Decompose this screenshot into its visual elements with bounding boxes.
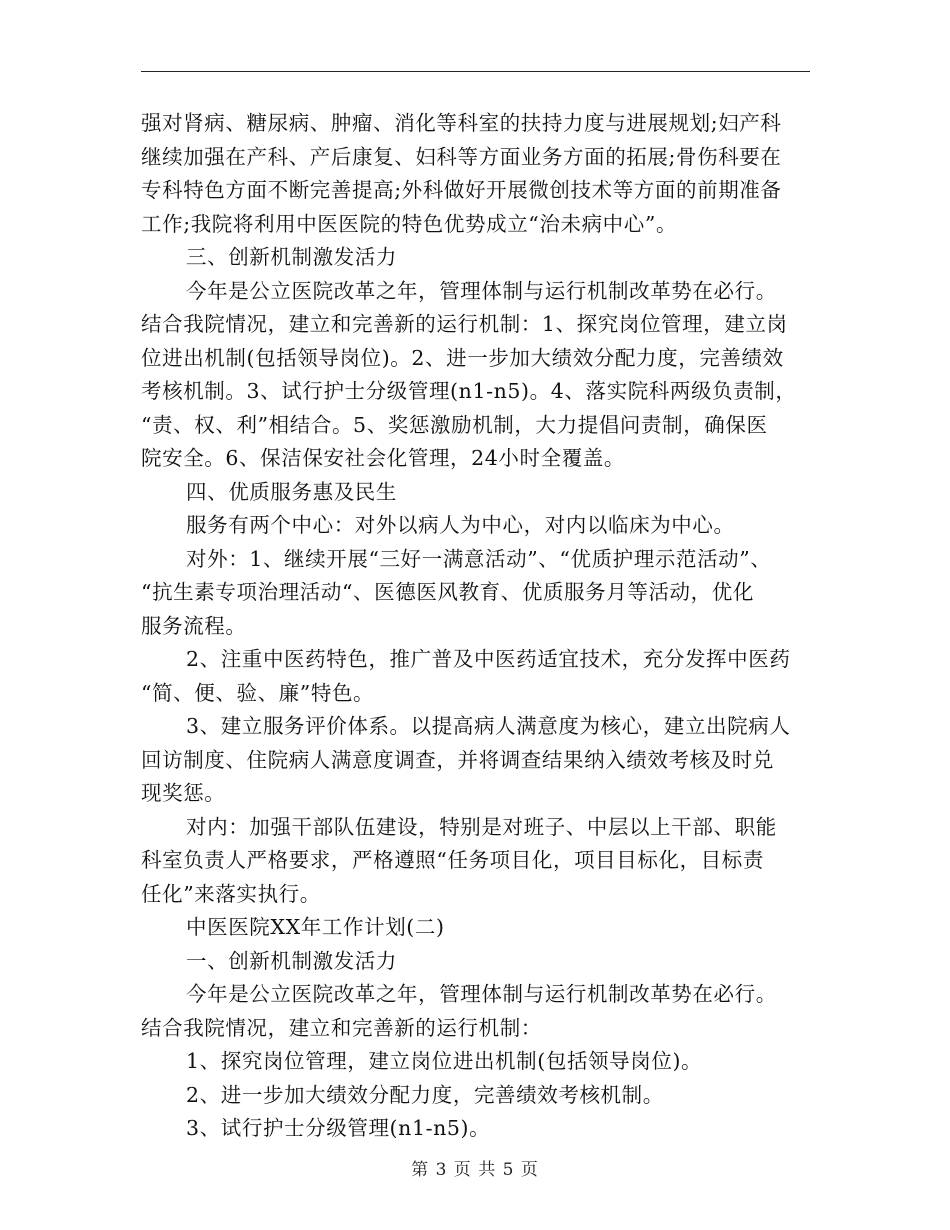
text-line: 结合我院情况，建立和完善新的运行机制：1、探究岗位管理，建立岗 [141, 312, 788, 336]
text-line: 回访制度、住院病人满意度调查，并将调查结果纳入绩效考核及时兑 [141, 747, 774, 772]
text-line: 今年是公立医院改革之年，管理体制与运行机制改革势在必行。 [186, 982, 777, 1006]
text-line: 现奖惩。 [141, 781, 226, 805]
text-line: 2、进一步加大绩效分配力度，完善绩效考核机制。 [186, 1082, 664, 1107]
text-line: 服务有两个中心：对外以病人为中心，对内以临床为中心。 [186, 513, 735, 537]
text-line: 3、建立服务评价体系。以提高病人满意度为核心，建立出院病人 [186, 714, 791, 738]
text-line: 工作;我院将利用中医医院的特色优势成立“治未病中心”。 [141, 211, 678, 236]
text-line: 科室负责人严格要求，严格遵照“任务项目化，项目目标化，目标责 [141, 848, 764, 872]
text-line: 今年是公立医院改革之年，管理体制与运行机制改革势在必行。 [186, 278, 777, 303]
text-line: 三、创新机制激发活力 [186, 245, 397, 269]
text-line: “简、便、验、廉”特色。 [141, 680, 375, 705]
text-line: “责、权、利”相结合。5、奖惩激励机制，大力提倡问责制，确保医 [141, 412, 768, 437]
text-line: 对内：加强干部队伍建设，特别是对班子、中层以上干部、职能 [186, 814, 777, 839]
text-line: 对外：1、继续开展“三好一满意活动”、“优质护理示范活动”、 [186, 546, 772, 571]
text-line: 专科特色方面不断完善提高;外科做好开展微创技术等方面的前期准备 [141, 178, 782, 202]
text-line: 2、注重中医药特色，推广普及中医药适宜技术，充分发挥中医药 [186, 647, 791, 671]
text-line: 考核机制。3、试行护士分级管理(n1-n5)。4、落实院科两级负责制， [141, 379, 797, 403]
text-line: 继续加强在产科、产后康复、妇科等方面业务方面的拓展;骨伤科要在 [141, 144, 782, 169]
text-line: 中医医院XX年工作计划(二) [186, 915, 445, 939]
text-line: 位进出机制(包括领导岗位)。2、进一步加大绩效分配力度，完善绩效 [141, 345, 784, 370]
text-line: 强对肾病、糖尿病、肿瘤、消化等科室的扶持力度与进展规划;妇产科 [141, 111, 782, 135]
document-body [141, 107, 813, 1146]
header-rule [141, 71, 810, 72]
page-footer: 第 3 页 共 5 页 [411, 1160, 539, 1180]
text-line: 任化”来落实执行。 [141, 881, 321, 906]
text-line: 院安全。6、保洁保安社会化管理，24小时全覆盖。 [141, 446, 626, 470]
text-line: 结合我院情况，建立和完善新的运行机制： [141, 1015, 542, 1040]
text-line: 3、试行护士分级管理(n1-n5)。 [186, 1116, 491, 1140]
text-line: 1、探究岗位管理，建立岗位进出机制(包括领导岗位)。 [186, 1049, 703, 1073]
text-line: 一、创新机制激发活力 [186, 948, 397, 973]
text-line: 四、优质服务惠及民生 [186, 479, 397, 504]
text-line: “抗生素专项治理活动“、医德医风教育、优质服务月等活动，优化 [141, 580, 754, 604]
text-line: 服务流程。 [141, 613, 247, 638]
